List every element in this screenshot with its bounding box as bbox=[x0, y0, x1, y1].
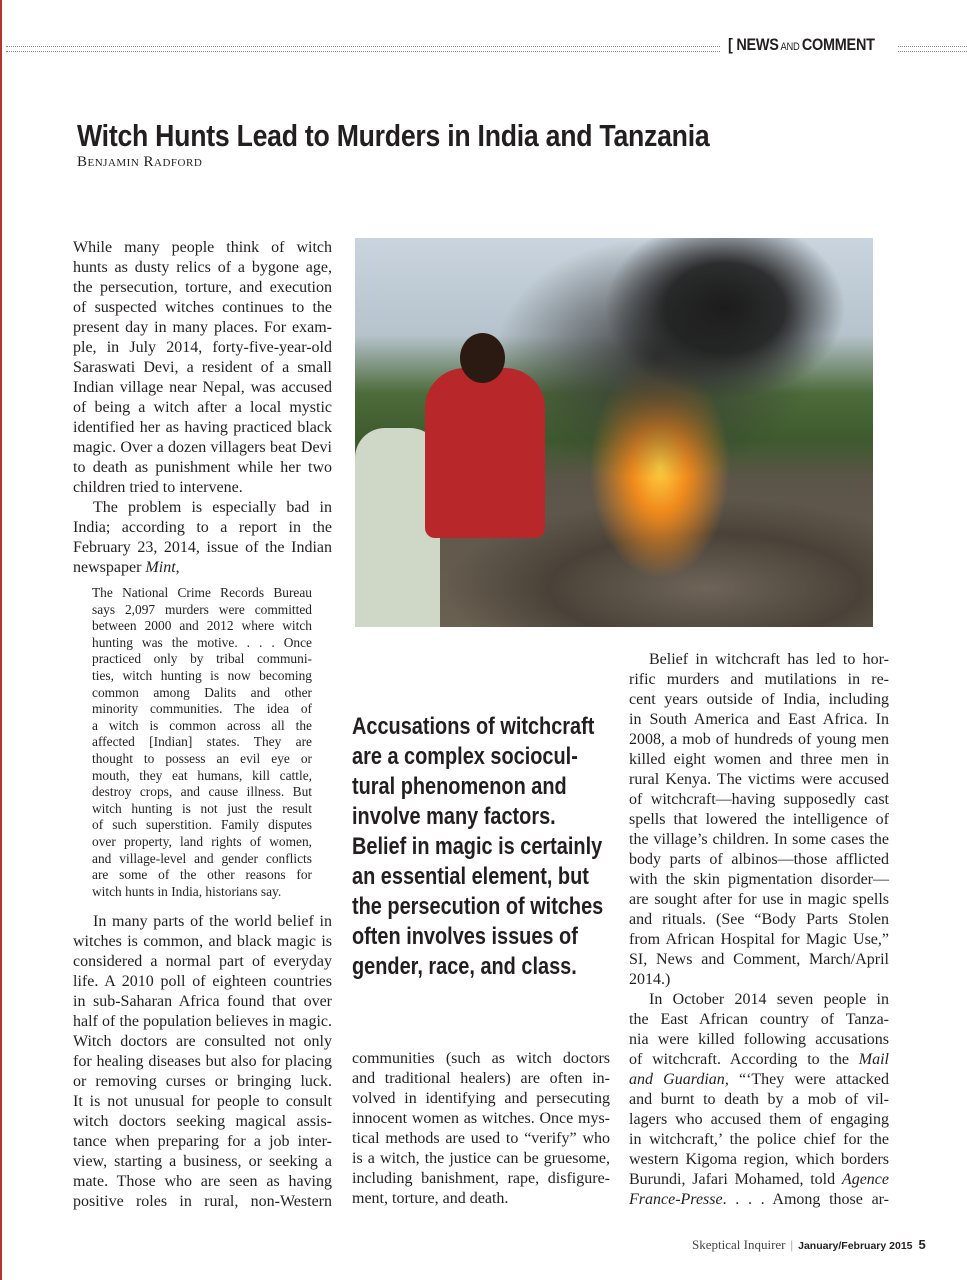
text-line: innocent women as witches. Once mys- bbox=[352, 1110, 610, 1127]
text-line: 2014.) bbox=[629, 971, 671, 988]
text-line: over property, land rights of women, bbox=[92, 833, 312, 849]
pull-quote-line: Accusations of witchcraft bbox=[352, 713, 595, 740]
dotted-rule-right bbox=[898, 46, 967, 52]
text-line: or removing curses or bringing luck. bbox=[73, 1073, 332, 1090]
text-line: the village’s children. In some cases the bbox=[629, 831, 889, 848]
text-line: destroy crops, and cause illness. But bbox=[92, 784, 312, 800]
text-line: are some of the other reasons for bbox=[92, 867, 312, 883]
text-line: says 2,097 murders were committed bbox=[92, 601, 312, 617]
left-column-p3 bbox=[73, 912, 332, 1212]
pull-quote-line: often involves issues of bbox=[352, 923, 578, 950]
middle-column-p1 bbox=[352, 1049, 610, 1209]
text-line: including banishment, rape, disfigure- bbox=[352, 1170, 610, 1187]
text-line: witches is common, and black magic is bbox=[73, 933, 332, 950]
text-line: magic. Over a dozen villagers beat Devi bbox=[73, 439, 332, 456]
text-line: a witch is common across all the bbox=[92, 717, 312, 733]
text-line: considered a normal part of everyday bbox=[73, 953, 332, 970]
text-line: witch doctors seeking magical assis- bbox=[73, 1113, 332, 1130]
text-line: In October 2014 seven people in bbox=[649, 991, 889, 1008]
text-line: tical methods are used to “verify” who bbox=[352, 1130, 610, 1147]
text-line: practiced only by tribal communi- bbox=[92, 651, 312, 667]
text-line: identified her as having practiced black bbox=[73, 419, 332, 436]
footer-separator: | bbox=[790, 1237, 794, 1252]
text-line: with the skin pigmentation disorder— bbox=[629, 871, 889, 888]
text-line: hunting was the motive. . . . Once bbox=[92, 634, 312, 650]
text-line: mouth, they eat humans, kill cattle, bbox=[92, 767, 312, 783]
text-line: the East African country of Tanza- bbox=[629, 1011, 889, 1028]
text-line: In many parts of the world belief in bbox=[93, 913, 332, 930]
text-line: newspaper Mint, bbox=[73, 559, 180, 576]
pull-quote-line: Belief in magic is certainly bbox=[352, 833, 603, 860]
text-line: ties, witch hunting is now becoming bbox=[92, 667, 312, 683]
text-line: western Kigoma region, which borders bbox=[629, 1151, 889, 1168]
text-line: for healing diseases but also for placing bbox=[73, 1053, 332, 1070]
section-news: NEWS bbox=[736, 35, 779, 54]
article-byline: Benjamin Radford bbox=[77, 154, 203, 170]
text-line: Witch doctors are consulted not only bbox=[73, 1033, 332, 1050]
text-line: of witchcraft. According to the Mail bbox=[629, 1051, 889, 1068]
left-column-p1 bbox=[73, 238, 332, 498]
text-line: the persecution, torture, and execution bbox=[73, 279, 332, 296]
pull-quote-line: an essential element, but bbox=[352, 863, 589, 890]
text-line: witch hunts in India, historians say. bbox=[92, 883, 282, 899]
text-line: killed eight women and three men in bbox=[629, 751, 889, 768]
pull-quote bbox=[352, 712, 655, 982]
text-line: tance when preparing for a job inter- bbox=[73, 1133, 332, 1150]
text-line: ple, in July 2014, forty-five-year-old bbox=[73, 339, 332, 356]
section-and: AND bbox=[778, 41, 802, 53]
text-line: view, starting a business, or seeking a bbox=[73, 1153, 332, 1170]
text-line: While many people think of witch bbox=[73, 239, 332, 256]
section-comment: COMMENT bbox=[801, 35, 875, 54]
text-line: 2008, a mob of hundreds of young men bbox=[629, 731, 889, 748]
page-edge-rule bbox=[0, 0, 2, 1280]
right-column-p2 bbox=[629, 990, 889, 1210]
section-label bbox=[728, 35, 875, 55]
page-number: 5 bbox=[918, 1237, 926, 1252]
photo-figure bbox=[460, 333, 505, 383]
text-line: communities (such as witch doctors bbox=[352, 1050, 610, 1067]
pull-quote-line: tural phenomenon and bbox=[352, 773, 567, 800]
text-line: in sub-Saharan Africa found that over bbox=[73, 993, 332, 1010]
text-line: between 2000 and 2012 where witch bbox=[92, 618, 312, 634]
text-line: of witchcraft—having supposedly cast bbox=[629, 791, 889, 808]
text-line: of such superstition. Family disputes bbox=[92, 817, 312, 833]
text-line: and rituals. (See “Body Parts Stolen bbox=[629, 911, 889, 928]
text-line: and village-level and gender conflicts bbox=[92, 850, 312, 866]
article-photo bbox=[355, 238, 873, 627]
text-line: to death as punishment while her two bbox=[73, 459, 332, 476]
text-line: lagers who accused them of engaging bbox=[629, 1111, 889, 1128]
article-title: Witch Hunts Lead to Murders in India and Tanzania bbox=[77, 118, 710, 153]
text-line: rific murders and mutilations in re- bbox=[629, 671, 889, 688]
text-line: are sought after for use in magic spells bbox=[629, 891, 889, 908]
text-line: The problem is especially bad in bbox=[93, 499, 332, 516]
text-line: February 23, 2014, issue of the Indian bbox=[73, 539, 332, 556]
text-line: The National Crime Records Bureau bbox=[92, 585, 312, 600]
text-line: of being a witch after a local mystic bbox=[73, 399, 332, 416]
text-line: life. A 2010 poll of eighteen countries bbox=[73, 973, 332, 990]
text-line: cent years outside of India, including bbox=[629, 691, 889, 708]
pull-quote-line: involve many factors. bbox=[352, 803, 556, 830]
left-column-p2 bbox=[73, 498, 332, 578]
text-line: nia were killed following accusations bbox=[629, 1031, 889, 1048]
text-line: is a witch, the justice can be gruesome, bbox=[352, 1150, 610, 1167]
text-line: hunts as dusty relics of a bygone age, bbox=[73, 259, 332, 276]
text-line: volved in identifying and persecuting bbox=[352, 1090, 610, 1107]
text-line: affected [Indian] states. They are bbox=[92, 734, 312, 750]
text-line: mate. Those who are seen as having bbox=[73, 1173, 332, 1190]
right-column-p1 bbox=[629, 650, 889, 990]
text-line: Indian village near Nepal, was accused bbox=[73, 379, 332, 396]
text-line: thought to possess an evil eye or bbox=[92, 750, 312, 766]
text-line: Belief in witchcraft has led to hor- bbox=[649, 651, 889, 668]
text-line: rural Kenya. The victims were accused bbox=[629, 771, 889, 788]
text-line: present day in many places. For exam- bbox=[73, 319, 332, 336]
text-line: spells that lowered the intelligence of bbox=[629, 811, 889, 828]
text-line: SI, News and Comment, March/April bbox=[629, 951, 889, 968]
text-line: half of the population believes in magic. bbox=[73, 1013, 332, 1030]
text-line: common among Dalits and other bbox=[92, 684, 312, 700]
page-footer bbox=[692, 1237, 926, 1253]
text-line: France-Presse. . . . Among those ar- bbox=[629, 1191, 889, 1208]
text-line: Burundi, Jafari Mohamed, told Agence bbox=[629, 1171, 889, 1188]
text-line: of suspected witches continues to the bbox=[73, 299, 332, 316]
text-line: Saraswati Devi, a resident of a small bbox=[73, 359, 332, 376]
pull-quote-line: the persecution of witches bbox=[352, 893, 604, 920]
footer-magazine: Skeptical Inquirer bbox=[692, 1237, 786, 1252]
text-line: in witchcraft,’ the police chief for the bbox=[629, 1131, 889, 1148]
text-line: witch hunting is not just the result bbox=[92, 800, 312, 816]
dotted-rule-left bbox=[6, 46, 720, 52]
text-line: ment, torture, and death. bbox=[352, 1190, 509, 1207]
text-line: and Guardian, “‘They were attacked bbox=[629, 1071, 890, 1088]
pull-quote-line: gender, race, and class. bbox=[352, 953, 577, 980]
text-line: and traditional healers) are often in- bbox=[352, 1070, 610, 1087]
text-line: in South America and East Africa. In bbox=[629, 711, 889, 728]
text-line: children tried to intervene. bbox=[73, 479, 243, 496]
pull-quote-line: are a complex sociocul- bbox=[352, 743, 578, 770]
text-line: body parts of albinos—those afflicted bbox=[629, 851, 889, 868]
blockquote bbox=[92, 585, 312, 900]
text-line: and burnt to death by a mob of vil- bbox=[629, 1091, 889, 1108]
photo-figure bbox=[425, 368, 545, 538]
text-line: India; according to a report in the bbox=[73, 519, 332, 536]
text-line: minority communities. The idea of bbox=[92, 701, 312, 717]
text-line: from African Hospital for Magic Use,” bbox=[629, 931, 889, 948]
footer-issue: January/February 2015 bbox=[798, 1240, 913, 1252]
text-line: It is not unusual for people to consult bbox=[73, 1093, 332, 1110]
section-bracket: [ bbox=[728, 35, 733, 54]
text-line: positive roles in rural, non-Western bbox=[73, 1193, 332, 1210]
